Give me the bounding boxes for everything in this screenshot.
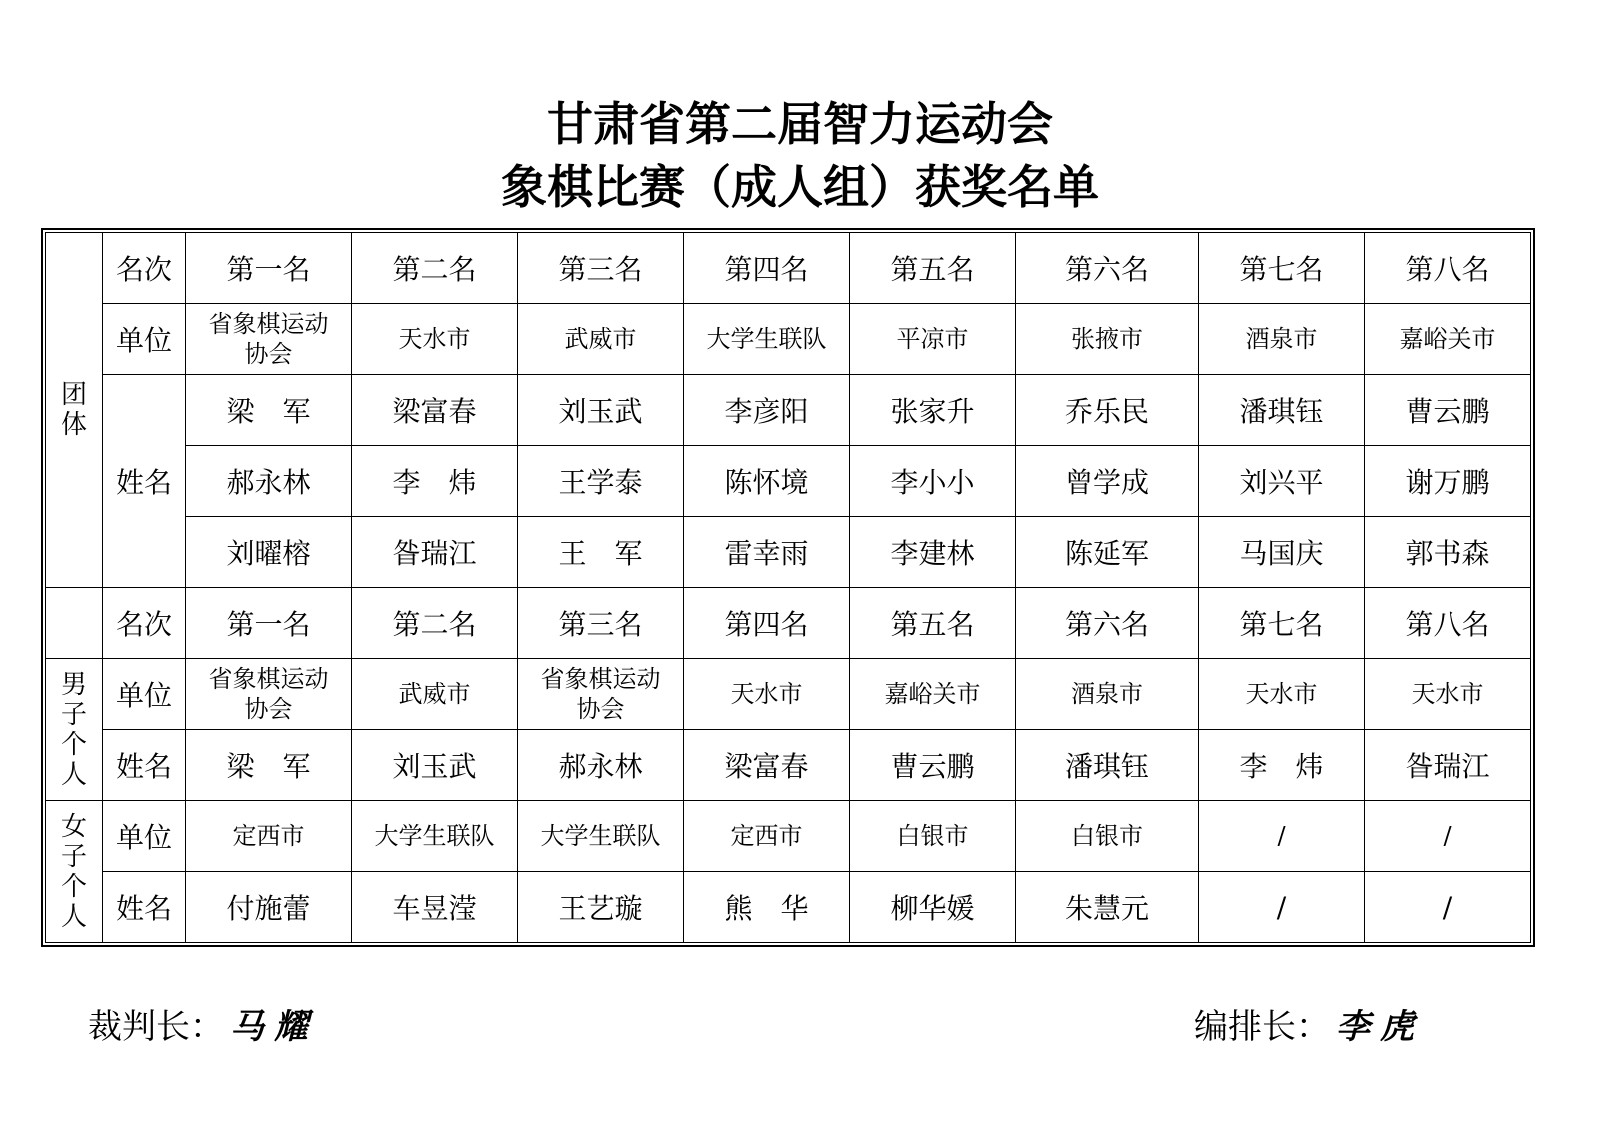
unit-cell: 嘉峪关市 <box>850 659 1016 730</box>
name-cell: 梁富春 <box>352 375 518 446</box>
row-label-rank: 名次 <box>103 233 186 304</box>
rank-cell: 第二名 <box>352 233 518 304</box>
name-cell: 郝永林 <box>518 730 684 801</box>
rank-cell: 第六名 <box>1016 588 1199 659</box>
unit-cell: 定西市 <box>684 801 850 872</box>
name-cell: 李 炜 <box>352 446 518 517</box>
chief-referee-label: 裁判长： <box>88 1007 224 1047</box>
name-cell: 车昱滢 <box>352 872 518 943</box>
name-cell: 谢万鹏 <box>1365 446 1531 517</box>
name-cell: 刘玉武 <box>518 375 684 446</box>
unit-cell: 天水市 <box>1199 659 1365 730</box>
name-cell: 潘琪钰 <box>1199 375 1365 446</box>
team-name-row-3 <box>46 517 1531 588</box>
group-label-women: 女子个人 <box>46 801 103 943</box>
unit-cell: 武威市 <box>518 304 684 375</box>
row-label-name: 姓名 <box>103 730 186 801</box>
name-cell: 马国庆 <box>1199 517 1365 588</box>
name-cell: 李小小 <box>850 446 1016 517</box>
rank-cell: 第四名 <box>684 588 850 659</box>
unit-cell: 省象棋运动协会 <box>186 304 352 375</box>
name-cell: 潘琪钰 <box>1016 730 1199 801</box>
group-label-team: 团体 <box>46 233 103 588</box>
unit-cell: 天水市 <box>1365 659 1531 730</box>
men-name-row <box>46 730 1531 801</box>
unit-cell: / <box>1365 801 1531 872</box>
name-cell: 张家升 <box>850 375 1016 446</box>
rank-cell: 第七名 <box>1199 588 1365 659</box>
unit-cell: 省象棋运动协会 <box>518 659 684 730</box>
women-unit-row <box>46 801 1531 872</box>
chief-referee <box>88 1005 318 1049</box>
rank-cell: 第八名 <box>1365 588 1531 659</box>
chief-arbiter <box>1194 1005 1424 1049</box>
row-label-rank: 名次 <box>103 588 186 659</box>
group-label-men: 男子个人 <box>46 659 103 801</box>
name-cell: 郭书森 <box>1365 517 1531 588</box>
rank-cell: 第三名 <box>518 233 684 304</box>
rank-cell: 第一名 <box>186 588 352 659</box>
name-cell: 陈延军 <box>1016 517 1199 588</box>
name-cell: 李建林 <box>850 517 1016 588</box>
name-cell: 柳华媛 <box>850 872 1016 943</box>
individual-rank-row <box>46 588 1531 659</box>
results-table <box>45 232 1531 943</box>
unit-cell: 白银市 <box>850 801 1016 872</box>
name-cell: 曹云鹏 <box>850 730 1016 801</box>
team-rank-row <box>46 233 1531 304</box>
rank-cell: 第五名 <box>850 233 1016 304</box>
unit-cell: 大学生联队 <box>518 801 684 872</box>
unit-cell: 省象棋运动协会 <box>186 659 352 730</box>
rank-cell: 第二名 <box>352 588 518 659</box>
unit-cell: 天水市 <box>352 304 518 375</box>
name-cell: 梁富春 <box>684 730 850 801</box>
name-cell: 昝瑞江 <box>1365 730 1531 801</box>
unit-cell: 白银市 <box>1016 801 1199 872</box>
unit-cell: 酒泉市 <box>1199 304 1365 375</box>
row-label-unit: 单位 <box>103 801 186 872</box>
unit-cell: 嘉峪关市 <box>1365 304 1531 375</box>
name-cell: 刘曜榕 <box>186 517 352 588</box>
row-label-name: 姓名 <box>103 375 186 588</box>
name-cell: 梁 军 <box>186 375 352 446</box>
name-cell: 李彦阳 <box>684 375 850 446</box>
name-cell: 昝瑞江 <box>352 517 518 588</box>
unit-cell: 大学生联队 <box>352 801 518 872</box>
name-cell: 王艺璇 <box>518 872 684 943</box>
rank-cell: 第三名 <box>518 588 684 659</box>
title-line-2: 象棋比赛（成人组）获奖名单 <box>501 160 1099 214</box>
name-cell: 雷幸雨 <box>684 517 850 588</box>
team-name-row-2 <box>46 446 1531 517</box>
chief-referee-name: 马耀 <box>230 1007 318 1047</box>
rank-cell: 第一名 <box>186 233 352 304</box>
name-cell: 朱慧元 <box>1016 872 1199 943</box>
unit-cell: 定西市 <box>186 801 352 872</box>
name-cell: 乔乐民 <box>1016 375 1199 446</box>
chief-arbiter-label: 编排长： <box>1194 1007 1330 1047</box>
row-label-name: 姓名 <box>103 872 186 943</box>
row-label-unit: 单位 <box>103 659 186 730</box>
name-cell: 李 炜 <box>1199 730 1365 801</box>
name-cell: 曾学成 <box>1016 446 1199 517</box>
women-name-row <box>46 872 1531 943</box>
unit-cell: / <box>1199 801 1365 872</box>
name-cell: 王 军 <box>518 517 684 588</box>
name-cell: 陈怀境 <box>684 446 850 517</box>
team-name-row-1 <box>46 375 1531 446</box>
unit-cell: 张掖市 <box>1016 304 1199 375</box>
unit-cell: 大学生联队 <box>684 304 850 375</box>
empty-group-cell <box>46 588 103 659</box>
name-cell: / <box>1199 872 1365 943</box>
rank-cell: 第五名 <box>850 588 1016 659</box>
name-cell: 付施蕾 <box>186 872 352 943</box>
name-cell: 王学泰 <box>518 446 684 517</box>
rank-cell: 第七名 <box>1199 233 1365 304</box>
unit-cell: 平凉市 <box>850 304 1016 375</box>
rank-cell: 第四名 <box>684 233 850 304</box>
title-line-1: 甘肃省第二届智力运动会 <box>547 97 1053 151</box>
unit-cell: 天水市 <box>684 659 850 730</box>
rank-cell: 第六名 <box>1016 233 1199 304</box>
name-cell: 郝永林 <box>186 446 352 517</box>
name-cell: 曹云鹏 <box>1365 375 1531 446</box>
rank-cell: 第八名 <box>1365 233 1531 304</box>
men-unit-row <box>46 659 1531 730</box>
name-cell: 刘兴平 <box>1199 446 1365 517</box>
name-cell: 熊 华 <box>684 872 850 943</box>
row-label-unit: 单位 <box>103 304 186 375</box>
unit-cell: 武威市 <box>352 659 518 730</box>
team-unit-row <box>46 304 1531 375</box>
name-cell: 刘玉武 <box>352 730 518 801</box>
chief-arbiter-name: 李虎 <box>1336 1007 1424 1047</box>
results-table-frame <box>41 228 1535 947</box>
name-cell: / <box>1365 872 1531 943</box>
unit-cell: 酒泉市 <box>1016 659 1199 730</box>
name-cell: 梁 军 <box>186 730 352 801</box>
